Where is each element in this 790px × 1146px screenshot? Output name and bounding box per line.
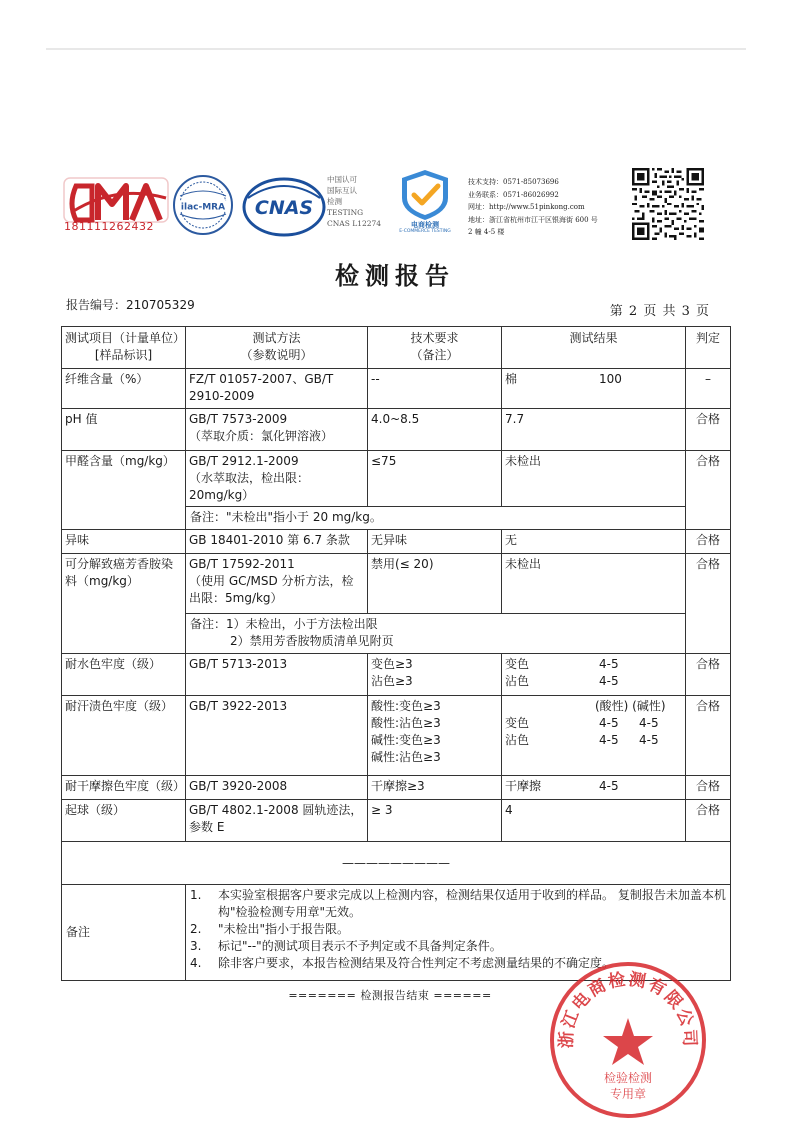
- report-end-marker: ======= 检测报告结束 ======: [288, 989, 492, 1002]
- blank-cell: —————————: [62, 842, 731, 885]
- header-judgment: 判定: [686, 327, 731, 369]
- judgment-cell: 合格: [686, 776, 731, 800]
- ecommerce-sub-label: E-COMMERCE TESTING: [399, 229, 451, 234]
- item-cell: 耐汗渍色牢度（级）: [62, 696, 186, 776]
- result-value: 4-5: [639, 716, 659, 730]
- result-key: 变色: [505, 657, 530, 671]
- method-note: （水萃取法，检出限：20mg/kg）: [189, 471, 310, 502]
- requirement-cell: [368, 696, 502, 776]
- result-cell: 未检出: [502, 554, 686, 614]
- requirement-line: 酸性:沾色≥3: [371, 716, 441, 730]
- table-row: [62, 776, 731, 800]
- requirement-cell: 4.0~8.5: [368, 409, 502, 451]
- contact-info: [468, 176, 598, 239]
- seal-star-icon: [603, 1018, 653, 1065]
- result-cell: [502, 776, 686, 800]
- requirement-cell: ≤75: [368, 451, 502, 507]
- requirement-line: 沾色≥3: [371, 674, 413, 688]
- result-cell: 7.7: [502, 409, 686, 451]
- method-cell: [186, 409, 368, 451]
- method-cell: GB/T 3922-2013: [186, 696, 368, 776]
- requirement-cell: 干摩擦≥3: [368, 776, 502, 800]
- table-row: [62, 800, 731, 842]
- item-cell: 起球（级）: [62, 800, 186, 842]
- ilac-label: ilac-MRA: [180, 202, 226, 213]
- contact-line: 网址：http://www.51pinkong.com: [468, 203, 585, 211]
- result-key: 沾色: [505, 733, 530, 747]
- item-cell: 甲醛含量（mg/kg）: [62, 451, 186, 530]
- judgment-cell: 合格: [686, 530, 731, 554]
- result-cell: 4: [502, 800, 686, 842]
- contact-line: 业务联系：0571-86026992: [468, 190, 559, 199]
- note-line: 2）禁用芳香胺物质清单见附页: [230, 634, 394, 648]
- method-cell: GB/T 4802.1-2008 圆轨迹法，参数 E: [186, 800, 368, 842]
- results-table: [61, 326, 731, 981]
- result-cell: 无: [502, 530, 686, 554]
- note-line: 备注：1）未检出，小于方法检出限: [190, 617, 378, 631]
- remark-item: [190, 887, 726, 921]
- item-cell: 异味: [62, 530, 186, 554]
- remark-text: "未检出"指小于报告限。: [218, 922, 350, 936]
- item-cell: 耐水色牢度（级）: [62, 654, 186, 696]
- method-cell: [186, 451, 368, 507]
- contact-line: 技术支持：0571-85073696: [468, 178, 559, 186]
- requirement-line: 碱性:沾色≥3: [371, 750, 441, 764]
- requirement-line: 变色≥3: [371, 657, 413, 671]
- method-cell: GB/T 5713-2013: [186, 654, 368, 696]
- judgment-cell: 合格: [686, 451, 731, 530]
- cnas-text-line: TESTING: [327, 208, 364, 217]
- cnas-logo: [242, 176, 326, 238]
- header-result: 测试结果: [502, 327, 686, 369]
- result-key: 棉: [505, 372, 518, 386]
- judgment-cell: 合格: [686, 800, 731, 842]
- result-cell: [502, 369, 686, 409]
- header-logos: [62, 168, 732, 248]
- result-cell: [502, 654, 686, 696]
- seal-outer-text: 浙江电商检测有限公司: [556, 969, 700, 1049]
- remark-number: 4.: [190, 956, 202, 970]
- result-key: 沾色: [505, 674, 530, 688]
- remark-text: 标记"--"的测试项目表示不予判定或不具备判定条件。: [218, 939, 502, 953]
- method-standard: GB/T 7573-2009: [189, 412, 288, 426]
- result-value: 100: [599, 372, 622, 386]
- table-row: [62, 530, 731, 554]
- cnas-text-line: 中国认可: [327, 175, 357, 184]
- cma-number: 181111262432: [64, 220, 154, 233]
- requirement-cell: [368, 654, 502, 696]
- seal-inner-line: 检验检测: [603, 1071, 653, 1085]
- table-header-row: [62, 327, 731, 369]
- header-item-line: [样品标识]: [94, 348, 153, 362]
- judgment-cell: 合格: [686, 696, 731, 776]
- method-cell: [186, 554, 368, 614]
- table-blank-row: [62, 842, 731, 885]
- judgment-cell: –: [686, 369, 731, 409]
- table-row: [62, 554, 731, 614]
- report-number: 报告编号：210705329: [66, 298, 195, 312]
- result-cell: 未检出: [502, 451, 686, 507]
- cnas-label: CNAS: [254, 197, 314, 219]
- item-cell: 可分解致癌芳香胺染料（mg/kg）: [62, 554, 186, 654]
- requirement-cell: --: [368, 369, 502, 409]
- requirement-cell: ≥ 3: [368, 800, 502, 842]
- top-divider: [46, 48, 746, 50]
- seal-inner-line: 专用章: [609, 1087, 647, 1101]
- cnas-accreditation-text: [327, 174, 387, 229]
- item-cell: 耐干摩擦色牢度（级）: [62, 776, 186, 800]
- contact-line: 2 幢 4-5 楼: [468, 228, 505, 236]
- item-cell: pH 值: [62, 409, 186, 451]
- page-number: 第 2 页 共 3 页: [609, 304, 710, 319]
- method-cell: FZ/T 01057-2007、GB/T 2910-2009: [186, 369, 368, 409]
- table-row: [62, 696, 731, 776]
- method-standard: GB/T 17592-2011: [189, 557, 295, 571]
- cnas-text-line: 国际互认: [327, 186, 357, 195]
- cnas-text-line: CNAS L12274: [327, 219, 382, 228]
- ilac-mra-logo: [172, 174, 234, 236]
- result-value: 4-5: [639, 733, 659, 747]
- requirement-cell: 禁用(≤ 20): [368, 554, 502, 614]
- result-value: 4-5: [599, 716, 619, 730]
- header-method: [186, 327, 368, 369]
- contact-line: 地址：浙江省杭州市江干区银海街 600 号: [468, 215, 598, 224]
- remark-number: 3.: [190, 939, 202, 953]
- table-row: [62, 451, 731, 507]
- cnas-text-line: 检测: [327, 197, 342, 206]
- item-cell: 纤维含量（%）: [62, 369, 186, 409]
- requirement-line: 碱性:变色≥3: [371, 733, 441, 747]
- header-requirement-line: （备注）: [410, 348, 459, 362]
- result-value: 4-5: [599, 674, 619, 688]
- report-title: 检测报告: [335, 261, 455, 290]
- result-value: 4-5: [599, 733, 619, 747]
- method-cell: GB 18401-2010 第 6.7 条款: [186, 530, 368, 554]
- header-method-line: 测试方法: [252, 331, 301, 345]
- method-note: （萃取介质：氯化钾溶液）: [189, 429, 334, 443]
- note-cell: 备注："未检出"指小于 20 mg/kg。: [186, 507, 686, 530]
- header-requirement: [368, 327, 502, 369]
- header-requirement-line: 技术要求: [410, 331, 459, 345]
- header-item-line: 测试项目（计量单位）: [65, 331, 186, 345]
- method-cell: GB/T 3920-2008: [186, 776, 368, 800]
- result-key: 变色: [505, 716, 530, 730]
- remark-item: [190, 921, 726, 938]
- qr-code: [632, 168, 704, 240]
- table-row: [62, 409, 731, 451]
- judgment-cell: 合格: [686, 409, 731, 451]
- remark-text: 本实验室根据客户要求完成以上检测内容，检测结果仅适用于收到的样品。 复制报告未加盖本机构"检验检测专用章"无效。: [218, 888, 726, 919]
- header-item: [62, 327, 186, 369]
- header-method-line: （参数说明）: [240, 348, 313, 362]
- note-cell: [186, 614, 686, 654]
- remark-item: [190, 938, 726, 955]
- remark-number: 1.: [190, 888, 202, 902]
- result-key: 干摩擦: [505, 779, 542, 793]
- remark-number: 2.: [190, 922, 202, 936]
- company-seal: [548, 960, 708, 1120]
- result-subheader: (酸性) (碱性): [595, 699, 666, 713]
- table-row: [62, 369, 731, 409]
- requirement-cell: 无异味: [368, 530, 502, 554]
- result-value: 4-5: [599, 657, 619, 671]
- ecommerce-label: 电商检测: [411, 221, 439, 229]
- result-cell: [502, 696, 686, 776]
- judgment-cell: 合格: [686, 654, 731, 696]
- judgment-cell: 合格: [686, 554, 731, 654]
- method-standard: GB/T 2912.1-2009: [189, 454, 299, 468]
- remark-text: 除非客户要求，本报告检测结果及符合性判定不考虑测量结果的不确定度。: [218, 956, 615, 970]
- remarks-label: 备注: [62, 885, 186, 981]
- table-row: [62, 654, 731, 696]
- requirement-line: 酸性:变色≥3: [371, 699, 441, 713]
- result-value: 4-5: [599, 779, 619, 793]
- results-table-wrapper: [61, 326, 730, 981]
- method-note: （使用 GC/MSD 分析方法，检出限：5mg/kg）: [189, 574, 354, 605]
